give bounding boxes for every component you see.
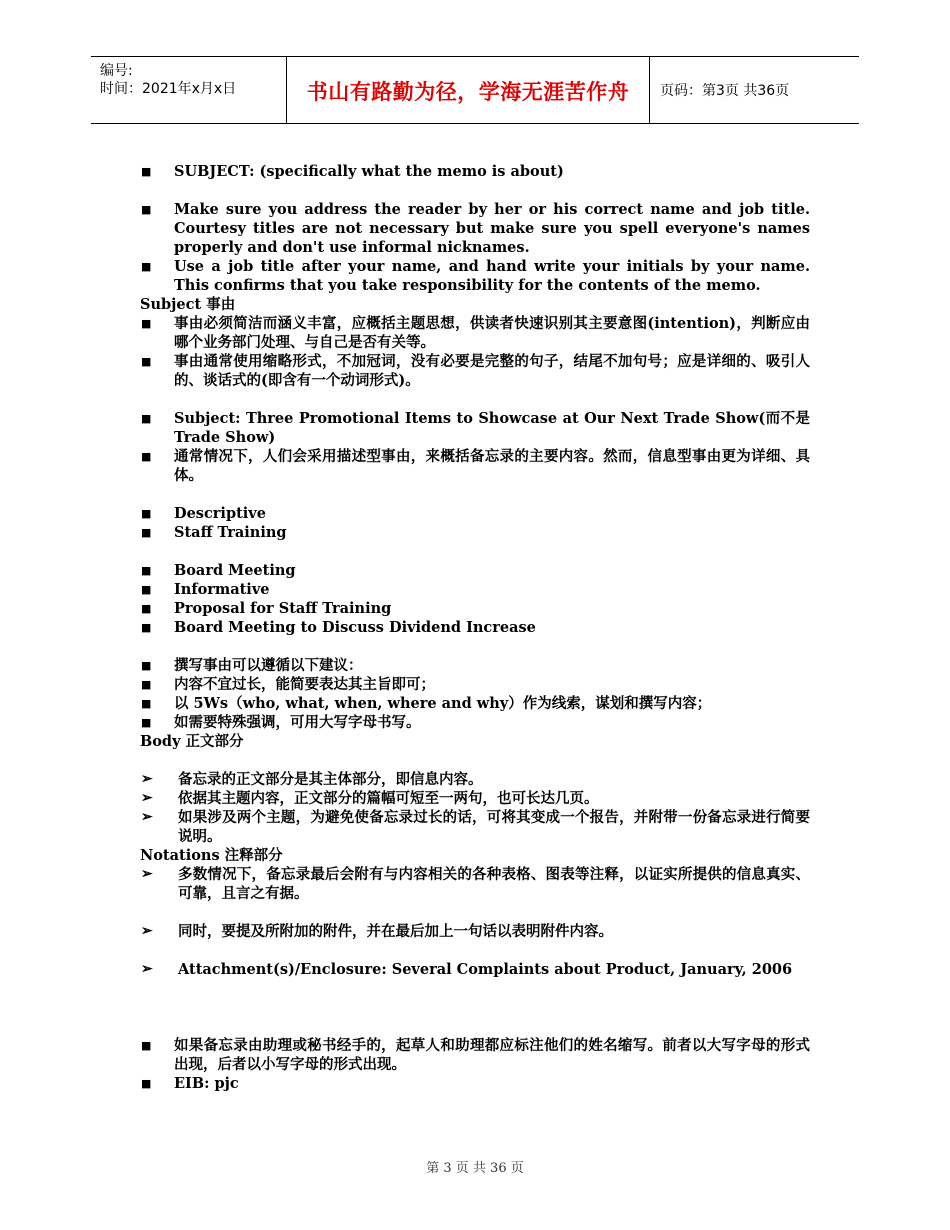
bullet-list-item [140,1074,810,1093]
list-item-text: 备忘录的正文部分是其主体部分，即信息内容。 [178,771,483,788]
blank-line [140,485,810,504]
square-bullet-icon: ■ [141,260,152,273]
arrow-bullet-icon: ➢ [141,866,153,882]
bullet-list-item [140,580,810,599]
list-item-text: Board Meeting to Discuss Dividend Increase [174,619,536,636]
blank-line [140,637,810,656]
bullet-list-item [140,618,810,637]
square-bullet-icon: ■ [141,526,152,539]
section-heading: Subject 事由 [140,296,236,313]
list-item-text: 以 5Ws（who, what, when, where and why）作为线索，谋划和撰写内容； [174,695,712,712]
list-item-text: EIB: pjc [174,1075,239,1092]
square-bullet-icon: ■ [141,583,152,596]
document-body [140,162,810,1093]
list-item-text: 如果备忘录由助理或秘书经手的，起草人和助理都应标注他们的姓名缩写。前者以大写字母的形式出现，后者以小写字母的形式出现。 [174,1037,810,1073]
header-info-cell [91,57,287,123]
list-item-text: 多数情况下，备忘录最后会附有与内容相关的各种表格、图表等注释，以证实所提供的信息真实、可靠，且言之有据。 [178,866,810,902]
list-item-text: Subject: Three Promotional Items to Showcase at Our Next Trade Show(而不是 Trade Show) [174,410,810,446]
arrow-bullet-icon: ➢ [141,923,153,939]
bullet-list-item [140,675,810,694]
list-item-text: 同时，要提及所附加的附件，并在最后加上一句话以表明附件内容。 [178,923,613,940]
square-bullet-icon: ■ [141,602,152,615]
bullet-list-item [140,523,810,542]
page-footer: 第 3 页 共 36 页 [426,1161,524,1176]
blank-line [140,998,810,1017]
page-label: 页码：第3页 共36页 [660,83,790,99]
bullet-list-item [140,314,810,352]
list-item-text: 依据其主题内容，正文部分的篇幅可短至一两句，也可长达几页。 [178,790,599,807]
square-bullet-icon: ■ [141,621,152,634]
square-bullet-icon: ■ [141,564,152,577]
arrow-list-item [140,789,810,808]
square-bullet-icon: ■ [141,355,152,368]
list-item-text: 事由通常使用缩略形式，不加冠词，没有必要是完整的句子，结尾不加句号；应是详细的、吸引人的、谈话式的(即含有一个动词形式)。 [174,353,810,389]
header-table [91,56,859,124]
bullet-list-item [140,504,810,523]
arrow-list-item [140,770,810,789]
list-item-text: Board Meeting [174,562,296,579]
square-bullet-icon: ■ [141,1077,152,1090]
arrow-list-item [140,922,810,941]
list-item-text: 撰写事由可以遵循以下建议： [174,657,363,674]
list-item-text: Informative [174,581,270,598]
square-bullet-icon: ■ [141,697,152,710]
bullet-list-item [140,599,810,618]
blank-line [140,979,810,998]
list-item-text: Make sure you address the reader by her or his correct name and job title. Courtesy titles are not necessary but make sure you spell everyone's names properly and don't use informal nicknames. [174,201,810,256]
square-bullet-icon: ■ [141,165,152,178]
list-item-text: Use a job title after your name, and hand write your initials by your name. This confirms that you take responsibility for the contents of the memo. [174,258,810,294]
header-motto-cell [287,57,650,123]
bullet-list-item [140,200,810,257]
square-bullet-icon: ■ [141,203,152,216]
square-bullet-icon: ■ [141,450,152,463]
arrow-bullet-icon: ➢ [141,771,153,787]
list-item-text: Proposal for Staff Training [174,600,392,617]
bullet-list-item [140,561,810,580]
list-item-text: 通常情况下，人们会采用描述型事由，来概括备忘录的主要内容。然而，信息型事由更为详细、具体。 [174,448,810,484]
blank-line [140,542,810,561]
list-item-text: SUBJECT: (specifically what the memo is about) [174,163,564,180]
arrow-list-item [140,960,810,979]
blank-line [140,903,810,922]
bullet-list-item [140,694,810,713]
bullet-list-item [140,409,810,447]
list-item-text: 如果涉及两个主题，为避免使备忘录过长的话，可将其变成一个报告，并附带一份备忘录进行简要说明。 [178,809,810,845]
arrow-bullet-icon: ➢ [141,790,153,806]
list-item-text: 事由必须简洁而涵义丰富，应概括主题思想，供读者快速识别其主要意图(intention)，判断应由哪个业务部门处理、与自己是否有关等。 [174,315,810,351]
bullet-list-item [140,656,810,675]
blank-line [140,181,810,200]
bullet-list-item [140,713,810,732]
square-bullet-icon: ■ [141,716,152,729]
list-item-text: Descriptive [174,505,266,522]
list-item-text: Attachment(s)/Enclosure: Several Complaints about Product, January, 2006 [178,961,793,978]
square-bullet-icon: ■ [141,1039,152,1052]
square-bullet-icon: ■ [141,659,152,672]
bullet-list-item [140,352,810,390]
list-item-text: Staff Training [174,524,287,541]
header-page-cell [650,57,859,123]
blank-line [140,751,810,770]
bullet-list-item [140,447,810,485]
arrow-list-item [140,808,810,846]
section-heading: Body 正文部分 [140,733,244,750]
arrow-bullet-icon: ➢ [141,961,153,977]
square-bullet-icon: ■ [141,412,152,425]
blank-line [140,1017,810,1036]
bullet-list-item [140,162,810,181]
square-bullet-icon: ■ [141,507,152,520]
arrow-bullet-icon: ➢ [141,809,153,825]
time-label: 时间：2021年x月x日 [100,81,237,97]
section-heading: Notations 注释部分 [140,847,283,864]
square-bullet-icon: ■ [141,678,152,691]
blank-line [140,390,810,409]
list-item-text: 如需要特殊强调，可用大写字母书写。 [174,714,421,731]
square-bullet-icon: ■ [141,317,152,330]
list-item-text: 内容不宜过长，能简要表达其主旨即可； [174,676,435,693]
bullet-list-item [140,1036,810,1074]
blank-line [140,941,810,960]
arrow-list-item [140,865,810,903]
bullet-list-item [140,257,810,295]
motto: 书山有路勤为径，学海无涯苦作舟 [306,80,630,104]
number-label: 编号: [100,63,133,79]
